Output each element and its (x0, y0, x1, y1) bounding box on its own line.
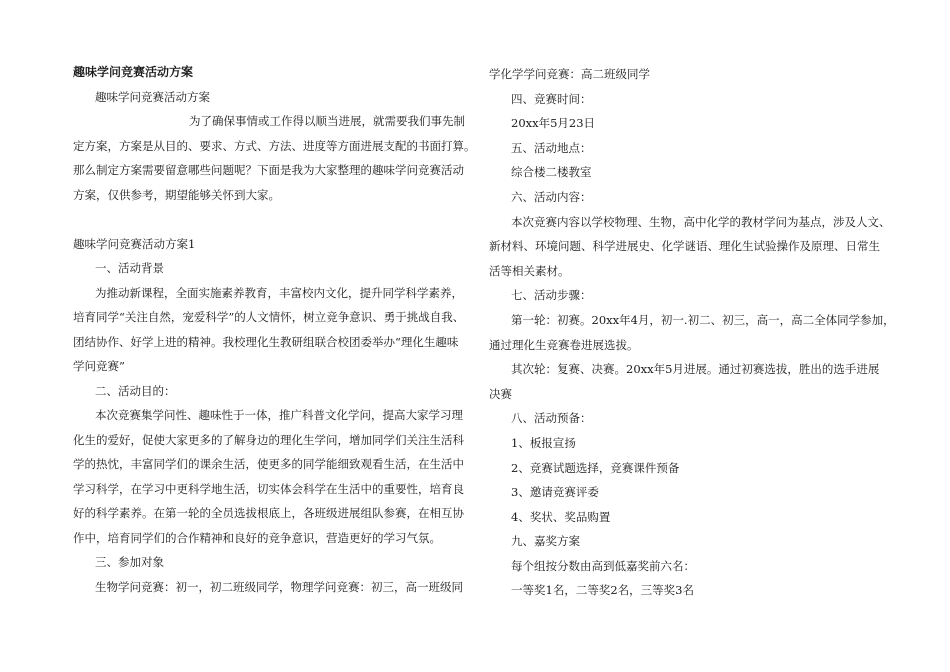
paragraph-line: 学化学学问竞赛：高二班级同学 (489, 67, 650, 81)
paragraph-line: 五、活动地点： (511, 140, 592, 155)
paragraph-line: 本次竞赛集学问性、趣味性于一体，推广科普文化学问，提高大家学习理 (95, 408, 463, 422)
intro-line: 定方案，方案是从目的、要求、方式、方法、进度等方面进展支配的书面打算。 (73, 138, 476, 153)
paragraph-line: 培育同学“关注自然，宠爱科学”的人文情怀，树立竞争意识、勇于挑战自我、 (73, 310, 465, 324)
blank-line (73, 207, 465, 232)
paragraph-line: 生物学问竞赛：初一，初二班级同学，物理学问竞赛：初三，高一班级同 (95, 579, 463, 594)
paragraph-line: 2、竞赛试题选择，竞赛课件预备 (511, 460, 680, 475)
paragraph-line: 1、板报宣扬 (511, 435, 576, 450)
paragraph-line: 作中，培育同学们的合作精神和良好的竞争意识，营造更好的学习气氛。 (73, 530, 441, 545)
paragraph-line: 九、嘉奖方案 (511, 534, 580, 549)
paragraph-line: 每个组按分数由高到低嘉奖前六名： (511, 558, 695, 573)
background-heading: 一、活动背景 (95, 261, 164, 275)
paragraph-line: 八、活动预备： (511, 411, 592, 426)
intro-line: 为了确保事情或工作得以顺当进展，就需要我们事先制 (189, 114, 465, 128)
paragraph-line: 化生的爱好，促使大家更多的了解身边的理化生学问，增加同学们关注生活科 (73, 432, 464, 447)
paragraph-line: 其次轮：复赛、决赛。20xx年5月进展。通过初赛选拔，胜出的选手进展 (511, 362, 880, 377)
paragraph-line: 为推动新课程，全面实施素养教育，丰富校内文化，提升同学科学素养， (95, 285, 463, 300)
document-title: 趣味学问竞赛活动方案 (73, 65, 194, 79)
intro-line: 那么制定方案需要留意哪些问题呢？下面是我为大家整理的趣味学问竞赛活动 (73, 163, 464, 177)
document-subtitle: 趣味学问竞赛活动方案 (95, 89, 210, 104)
section-title: 趣味学问竞赛活动方案1 (73, 236, 196, 251)
paragraph-line: 一等奖1名，二等奖2名，三等奖3名 (511, 583, 694, 598)
paragraph-line: 七、活动步骤： (511, 288, 592, 303)
paragraph-line: 新材料、环境问题、科学进展史、化学谜语、理化生试验操作及原理、日常生 (489, 239, 880, 254)
paragraph-line: 学的热忱，丰富同学们的课余生活，使更多的同学能细致观看生活，在生活中 (73, 457, 464, 471)
paragraph-line: 活等相关素材。 (489, 263, 570, 278)
paragraph-line: 综合楼二楼教室 (511, 165, 592, 180)
left-column (73, 60, 476, 599)
paragraph-line: 决赛 (489, 386, 512, 401)
paragraph-line: 4、奖状、奖品购置 (511, 509, 611, 524)
paragraph-line: 通过理化生竞赛卷进展选拔。 (489, 337, 639, 352)
paragraph-line: 学习科学，在学习中更科学地生活，切实体会科学在生活中的重要性，培育良 (73, 481, 464, 496)
paragraph-line: 团结协作、好学上进的精神。我校理化生教研组联合校团委举办“理化生趣味 (73, 334, 459, 349)
paragraph-line: 3、邀请竞赛评委 (511, 485, 599, 500)
paragraph-line: 学问竞赛” (73, 359, 125, 373)
purpose-heading: 二、活动目的： (95, 383, 176, 398)
paragraph-line: 第一轮：初赛。20xx年4月，初一.初二、初三，高一，高二全体同学参加， (511, 312, 895, 327)
right-column (489, 62, 895, 603)
paragraph-line: 本次竞赛内容以学校物理、生物，高中化学的教材学问为基点，涉及人文、 (511, 214, 891, 229)
intro-line: 方案，仅供参考，期望能够关怀到大家。 (73, 187, 280, 202)
paragraph-line: 好的科学素养。在第一轮的全员选拔根底上，各班级进展组队参赛，在相互协 (73, 506, 464, 520)
paragraph-line: 四、竞赛时间： (511, 91, 592, 106)
participants-heading: 三、参加对象 (95, 555, 164, 569)
paragraph-line: 20xx年5月23日 (511, 116, 596, 131)
paragraph-line: 六、活动内容： (511, 189, 592, 204)
